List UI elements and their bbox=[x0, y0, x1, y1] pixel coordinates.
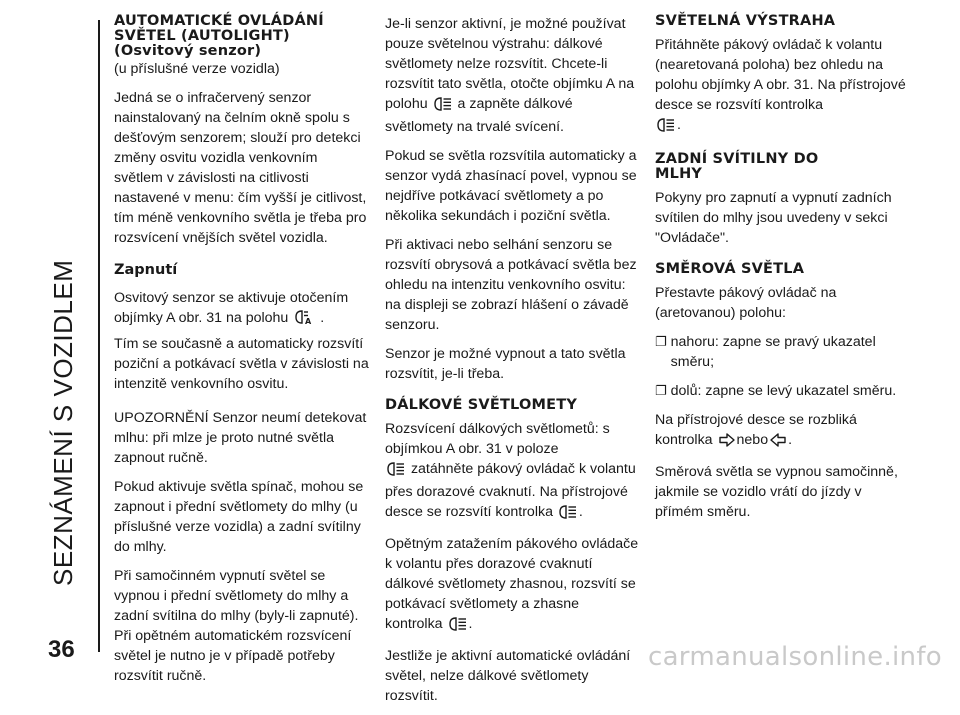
list-item: ❐ dolů: zapne se levý ukazatel směru. bbox=[655, 383, 897, 399]
column-3 bbox=[655, 14, 910, 531]
high-beam-icon bbox=[387, 462, 405, 482]
high-beam-indicator-icon bbox=[449, 617, 467, 637]
paragraph-auto-high-beam: Jestliže je aktivní automatické ovládání světel, nelze dálkové světlomety rozsvítit. bbox=[385, 648, 631, 704]
subheading-activation: Zapnutí bbox=[114, 262, 178, 278]
paragraph-high-beam-on: Rozsvícení dálkových světlometů: s objímkou A obr. 31 v poloze zatáhněte pákový ovládač k volantu přes dorazové cvaknutí. Na přístrojové desce se rozsvítí kontrolka . bbox=[385, 419, 640, 525]
version-note: (u příslušné verze vozidla) bbox=[114, 61, 280, 77]
side-divider bbox=[98, 20, 100, 652]
paragraph-turn-signals: Přestavte pákový ovládač na (aretovanou) polohu: bbox=[655, 285, 837, 321]
paragraph-high-beam-off: Opětným zatažením pákového ovládače k volantu přes dorazové cvaknutí dálkové světlomety zhasnou, rozsvítí se potkávací světlomety a zhasne kontrolka . bbox=[385, 534, 640, 637]
high-beam-indicator-icon bbox=[657, 118, 675, 138]
section-title: SEZNÁMENÍ S VOZIDLEM bbox=[48, 259, 78, 586]
heading-turn-signals: SMĚROVÁ SVĚTLA bbox=[655, 261, 805, 277]
paragraph-activation: Osvitový senzor se aktivuje otočením objímky A obr. 31 na polohu A . bbox=[114, 288, 369, 331]
checkbox-bullet-icon: ❐ bbox=[655, 383, 667, 398]
paragraph-auto-off-sequence: Pokud se světla rozsvítila automaticky a senzor vydá zhasínací povel, vypnou se nejdříve potkávací světlomety a po několika sekundách i poziční světla. bbox=[385, 148, 637, 224]
column-2 bbox=[385, 14, 640, 715]
checkbox-bullet-icon: ❐ bbox=[655, 334, 667, 349]
turn-right-arrow-icon bbox=[719, 433, 735, 453]
heading-rear-fog: ZADNÍ SVÍTILNY DO bbox=[655, 151, 819, 167]
high-beam-icon bbox=[434, 97, 452, 117]
paragraph-sensor-description: Jedná se o infračervený senzor nainstalovaný na čelním okně spolu s dešťovým senzorem; slouží pro detekci změny osvitu vozidla venkovním světlem v závislosti na citlivosti nastavené v menu: čím vyšší je citlivost, tím méně venkovního světla je třeba pro rozsvícení vnějších světel vozidla. bbox=[114, 90, 367, 246]
auto-headlight-icon bbox=[294, 309, 314, 331]
heading-automatic-lights: AUTOMATICKÉ OVLÁDÁNÍ bbox=[114, 13, 324, 29]
page-number: 36 bbox=[48, 636, 75, 663]
paragraph-rear-fog: Pokyny pro zapnutí a vypnutí zadních svítilen do mlhy jsou uvedeny v sekci "Ovládače". bbox=[655, 190, 892, 246]
paragraph-warning: UPOZORNĚNÍ Senzor neumí detekovat mlhu: při mlze je proto nutné světla zapnout ručně. bbox=[114, 410, 367, 466]
svg-text:A: A bbox=[305, 317, 312, 325]
heading-rear-fog-line2: MLHY bbox=[655, 166, 703, 182]
paragraph-turn-auto-off: Směrová světla se vypnou samočinně, jakmile se vozidlo vrátí do jízdy v přímém směru. bbox=[655, 464, 898, 520]
high-beam-indicator-icon bbox=[559, 505, 577, 525]
column-1 bbox=[114, 14, 369, 695]
paragraph-sensor-active: Je-li senzor aktivní, je možné používat pouze světelnou výstrahu: dálkové světlomety nelze rozsvítit. Chcete-li rozsvítit tato světla, otočte objímku A na polohu a zapněte dálkové světlomety na trvalé svícení. bbox=[385, 16, 635, 135]
list-item: ❐ nahoru: zapne se pravý ukazatel směru; bbox=[655, 334, 876, 370]
paragraph-flash: Přitáhněte pákový ovládač k volantu (nearetovaná poloha) bez ohledu na polohu objímky A obr. 31. Na přístrojové desce se rozsvítí kontrolka . bbox=[655, 35, 910, 138]
paragraph-turn-indicator: Na přístrojové desce se rozbliká kontrolka nebo . bbox=[655, 410, 910, 453]
paragraph-fog-lights: Pokud aktivuje světla spínač, mohou se zapnout i přední světlomety do mlhy (u příslušné verze vozidla) a zadní svítilny do mlhy. bbox=[114, 479, 364, 555]
paragraph-auto-off: Při samočinném vypnutí světel se vypnou i přední světlomety do mlhy a zadní svítilna do mlhy (byly-li zapnuté). Při opětném automatickém rozsvícení světel je nutno je v případě potřeby rozsvítit ručně. bbox=[114, 568, 359, 684]
heading-high-beams: DÁLKOVÉ SVĚTLOMETY bbox=[385, 397, 578, 413]
heading-automatic-lights-line3: (Osvitový senzor) bbox=[114, 43, 262, 59]
turn-left-arrow-icon bbox=[770, 433, 786, 453]
heading-flash: SVĚTELNÁ VÝSTRAHA bbox=[655, 13, 836, 29]
paragraph-sensor-failure: Při aktivaci nebo selhání senzoru se rozsvítí obrysová a potkávací světla bez ohledu na intenzitu venkovního osvitu: na displeji se zobrazí hlášení o závadě senzoru. bbox=[385, 237, 637, 333]
paragraph-auto-switch: Tím se současně a automaticky rozsvítí poziční a potkávací světla v závislosti na intenzitě venkovního osvitu. bbox=[114, 336, 369, 392]
paragraph-sensor-disable: Senzor je možné vypnout a tato světla rozsvítit, je-li třeba. bbox=[385, 346, 626, 382]
watermark: carmanualsonline.info bbox=[647, 642, 942, 672]
heading-automatic-lights-line2: SVĚTEL (AUTOLIGHT) bbox=[114, 28, 290, 44]
